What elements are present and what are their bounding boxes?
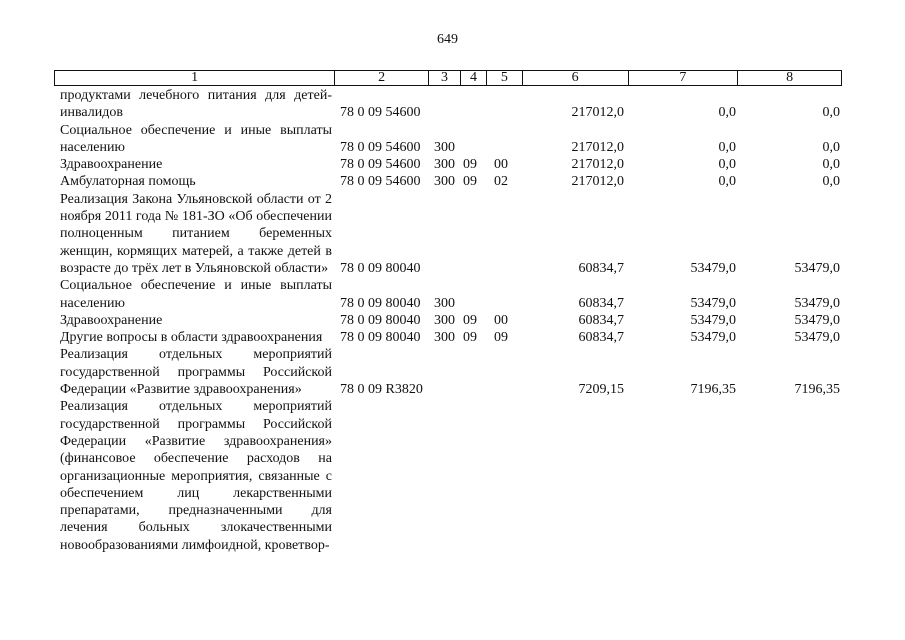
header-cell: 7 — [628, 71, 738, 85]
row-value-1: 217012,0 — [571, 157, 624, 173]
row-value-1: 217012,0 — [571, 139, 624, 155]
row-pr: 00 — [494, 312, 508, 328]
row-value-3: 7196,35 — [794, 382, 840, 398]
table-row — [54, 173, 842, 190]
row-value-3: 53479,0 — [794, 260, 840, 276]
row-value-1: 7209,15 — [578, 382, 624, 398]
row-code: 78 0 09 54600 — [340, 174, 421, 190]
row-vr: 300 — [434, 139, 455, 155]
header-cell: 2 — [334, 71, 428, 85]
row-name: продуктами лечебного питания для детей-инвалидов — [60, 88, 332, 121]
row-code: 78 0 09 80040 — [340, 295, 421, 311]
row-value-3: 53479,0 — [794, 330, 840, 346]
header-cell: 4 — [460, 71, 486, 85]
table-header — [54, 70, 842, 86]
row-pr: 00 — [494, 157, 508, 173]
row-value-3: 0,0 — [822, 105, 840, 121]
row-code: 78 0 09 R3820 — [340, 382, 423, 398]
row-name: Амбулаторная помощь — [60, 174, 196, 190]
header-cell: 1 — [191, 70, 199, 85]
row-value-2: 0,0 — [718, 105, 736, 121]
row-rz: 09 — [463, 174, 477, 190]
row-rz: 09 — [463, 157, 477, 173]
table-row — [54, 312, 842, 329]
row-value-2: 53479,0 — [690, 312, 736, 328]
row-code: 78 0 09 80040 — [340, 312, 421, 328]
row-code: 78 0 09 80040 — [340, 330, 421, 346]
header-cell: 8 — [737, 71, 841, 85]
table-body — [54, 87, 842, 554]
table-row — [54, 346, 842, 398]
row-value-3: 0,0 — [822, 139, 840, 155]
row-value-1: 60834,7 — [578, 260, 624, 276]
table-row — [54, 87, 842, 122]
row-value-3: 53479,0 — [794, 295, 840, 311]
row-value-1: 60834,7 — [578, 330, 624, 346]
row-name: Здравоохранение — [60, 312, 163, 328]
table-row — [54, 329, 842, 346]
row-pr: 02 — [494, 174, 508, 190]
row-value-1: 60834,7 — [578, 312, 624, 328]
row-name: Другие вопросы в области здравоохранения — [60, 330, 323, 346]
row-pr: 09 — [494, 330, 508, 346]
row-name: Социальное обеспечение и иные выплаты населению — [60, 278, 332, 311]
row-code: 78 0 09 80040 — [340, 260, 421, 276]
row-name: Реализация отдельных мероприятий государственной программы Российской Федерации «Развитие здравоохранения» (финансовое обеспечение расходов на организационные мероприятия, связанные с обеспечением лиц лекарственными препаратами, предназначенными для лечения больных злокачественными новообразованиями лимфоидной, кроветвор- — [60, 399, 332, 553]
page-number: 649 — [437, 32, 458, 47]
row-name: Реализация отдельных мероприятий государственной программы Российской Федерации «Развитие здравоохранения» — [60, 347, 332, 398]
row-value-3: 53479,0 — [794, 312, 840, 328]
row-rz: 09 — [463, 312, 477, 328]
header-cell: 6 — [522, 71, 628, 85]
row-name: Реализация Закона Ульяновской области от 2 ноября 2011 года № 181-ЗО «Об обеспечении полноценным питанием беременных женщин, кормящих матерей, а также детей в возрасте до трёх лет в Ульяновской области» — [60, 191, 332, 276]
row-value-2: 53479,0 — [690, 330, 736, 346]
budget-table — [54, 70, 842, 554]
row-value-1: 60834,7 — [578, 295, 624, 311]
row-value-2: 0,0 — [718, 139, 736, 155]
header-cell: 3 — [428, 71, 460, 85]
table-row — [54, 191, 842, 277]
row-code: 78 0 09 54600 — [340, 157, 421, 173]
row-rz: 09 — [463, 330, 477, 346]
row-value-1: 217012,0 — [571, 105, 624, 121]
row-value-2: 53479,0 — [690, 260, 736, 276]
table-row — [54, 122, 842, 157]
row-vr: 300 — [434, 312, 455, 328]
row-value-3: 0,0 — [822, 174, 840, 190]
row-code: 78 0 09 54600 — [340, 105, 421, 121]
row-vr: 300 — [434, 330, 455, 346]
row-value-2: 0,0 — [718, 174, 736, 190]
table-row — [54, 277, 842, 312]
row-value-1: 217012,0 — [571, 174, 624, 190]
row-vr: 300 — [434, 295, 455, 311]
row-vr: 300 — [434, 174, 455, 190]
row-value-3: 0,0 — [822, 157, 840, 173]
header-cell: 5 — [486, 71, 522, 85]
row-value-2: 53479,0 — [690, 295, 736, 311]
row-code: 78 0 09 54600 — [340, 139, 421, 155]
row-vr: 300 — [434, 157, 455, 173]
row-name: Социальное обеспечение и иные выплаты населению — [60, 122, 332, 155]
table-row — [54, 156, 842, 173]
row-name: Здравоохранение — [60, 157, 163, 173]
row-value-2: 0,0 — [718, 157, 736, 173]
row-value-2: 7196,35 — [690, 382, 736, 398]
table-row — [54, 398, 842, 554]
